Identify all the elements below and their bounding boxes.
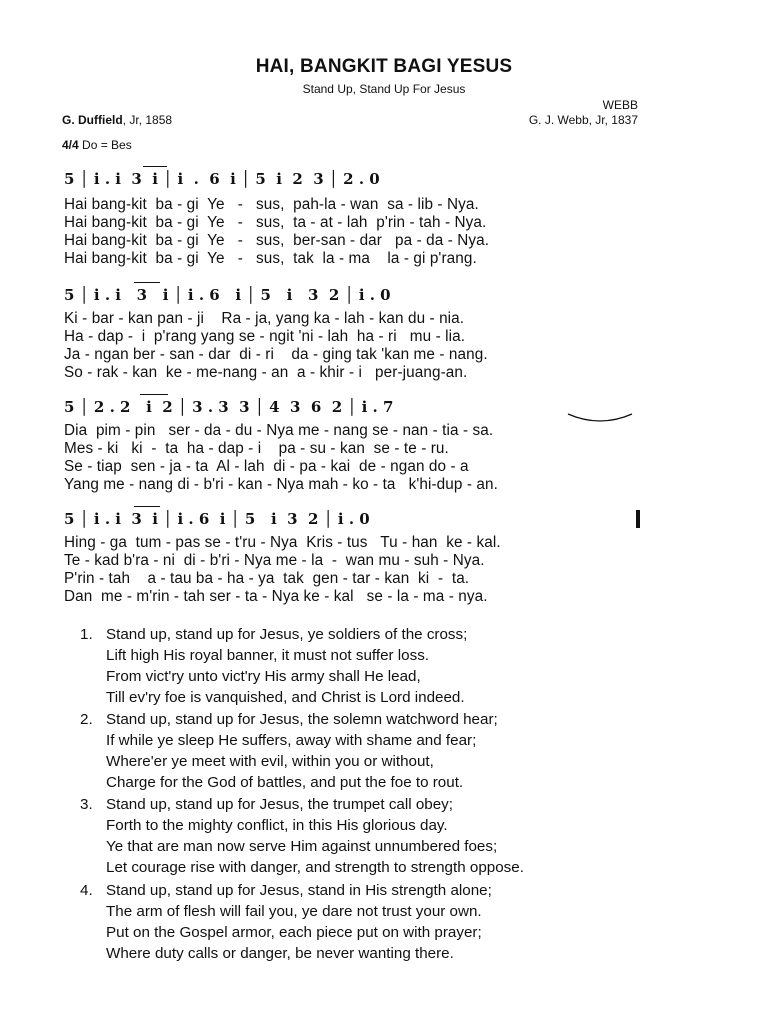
verse-line: 1. Stand up, stand up for Jesus, ye soldiers of the cross;: [80, 626, 468, 643]
tune-name: WEBB: [602, 98, 638, 112]
lyric-line: Hai bang-kit ba - gi Ye - sus, tak la - ma la - gi p'rang.: [64, 250, 477, 267]
verse-line: 3. Stand up, stand up for Jesus, the trumpet call obey;: [80, 796, 453, 813]
lyricist: [62, 113, 172, 127]
verse-line: Lift high His royal banner, it must not suffer loss.: [106, 647, 430, 664]
time-signature: 4/4: [62, 138, 79, 152]
lyric-line: Ki - bar - kan pan - ji Ra - ja, yang ka - lah - kan du - nia.: [64, 310, 465, 327]
verse-4: [80, 880, 492, 964]
lyric-line: Te - kad b'ra - ni di - b'ri - Nya me - la - wan mu - suh - Nya.: [64, 552, 485, 569]
final-barline: [636, 510, 640, 528]
lyric-line: Hing - ga tum - pas se - t'ru - Nya Kris - tus Tu - han ke - kal.: [64, 534, 501, 551]
lyric-line: Se - tiap sen - ja - ta Al - lah di - pa - kai de - ngan do - a: [64, 458, 469, 475]
verse-number: 3.: [80, 796, 93, 813]
lyric-line: Mes - ki ki - ta ha - dap - i pa - su - kan se - te - ru.: [64, 440, 449, 457]
lyric-line: Hai bang-kit ba - gi Ye - sus, ta - at - lah p'rin - tah - Nya.: [64, 214, 487, 231]
verse-line: Forth to the mighty conflict, in this His glorious day.: [106, 817, 448, 834]
verse-line: Put on the Gospel armor, each piece put on with prayer;: [106, 924, 482, 941]
hymn-title: HAI, BANGKIT BAGI YESUS: [255, 56, 513, 77]
composer: G. J. Webb, Jr, 1837: [528, 113, 638, 127]
lyric-line: Dia pim - pin ser - da - du - Nya me - nang se - nan - tia - sa.: [64, 422, 494, 439]
verse-line: Till ev'ry foe is vanquished, and Christ is Lord indeed.: [106, 689, 465, 706]
key-signature: [62, 138, 132, 152]
verse-2: [80, 709, 498, 793]
key-label: Do = Bes: [78, 138, 132, 152]
lyric-line: Hai bang-kit ba - gi Ye - sus, ber-san - dar pa - da - Nya.: [64, 232, 490, 249]
verse-line: Where duty calls or danger, be never wanting there.: [106, 945, 454, 962]
verse-line: Where'er ye meet with evil, within you or without,: [106, 753, 434, 770]
hymn-subtitle: Stand Up, Stand Up For Jesus: [302, 82, 466, 96]
beam-mark: [134, 282, 160, 283]
verse-line: Charge for the God of battles, and put the foe to rout.: [106, 774, 464, 791]
verse-line: 4. Stand up, stand up for Jesus, stand in His strength alone;: [80, 882, 492, 899]
lyric-line: So - rak - kan ke - me-nang - an a - khir - i per-juang-an.: [64, 364, 468, 381]
verse-number: 2.: [80, 711, 93, 728]
beam-mark: [134, 506, 160, 507]
slur-mark: [566, 412, 634, 426]
lyricist-name: G. Duffield: [62, 113, 123, 127]
beam-mark: [140, 394, 168, 395]
verse-line: From vict'ry unto vict'ry His army shall He lead,: [106, 668, 421, 685]
beam-mark: [143, 166, 167, 167]
verse-number: 4.: [80, 882, 93, 899]
verse-line: Ye that are man now serve Him against unnumbered foes;: [106, 838, 498, 855]
verse-line: The arm of flesh will fail you, ye dare not trust your own.: [106, 903, 482, 920]
lyricist-date: , Jr, 1858: [122, 113, 173, 127]
lyric-line: Dan me - m'rin - tah ser - ta - Nya ke - kal se - la - ma - nya.: [64, 588, 488, 605]
verse-1: [80, 624, 467, 708]
verse-line: 2. Stand up, stand up for Jesus, the solemn watchword hear;: [80, 711, 498, 728]
lyric-line: P'rin - tah a - tau ba - ha - ya tak gen - tar - kan ki - ta.: [64, 570, 470, 587]
verse-line: Let courage rise with danger, and strength to strength oppose.: [106, 859, 524, 876]
lyric-line: Hai bang-kit ba - gi Ye - sus, pah-la - wan sa - lib - Nya.: [64, 196, 479, 213]
notation-line-3: 5 │ 2 . 2 i 2 │ 3 . 3 3 │ 4 3 6 2 │ i . 7: [64, 398, 394, 416]
notation-line-4: 5 │ i . i 3 i │ i . 6 i │ 5 i 3 2 │ i . 0: [64, 510, 370, 528]
verse-number: 1.: [80, 626, 93, 643]
notation-line-2: 5 │ i . i 3 i │ i . 6 i │ 5 i 3 2 │ i . 0: [64, 286, 391, 304]
verse-3: [80, 794, 524, 878]
verse-line: If while ye sleep He suffers, away with shame and fear;: [106, 732, 477, 749]
lyric-line: Ha - dap - i p'rang yang se - ngit 'ni - lah ha - ri mu - lia.: [64, 328, 466, 345]
lyric-line: Ja - ngan ber - san - dar di - ri da - ging tak 'kan me - nang.: [64, 346, 488, 363]
notation-line-1: 5 │ i . i 3 i │ i . 6 i │ 5 i 2 3 │ 2 . 0: [64, 170, 380, 188]
lyric-line: Yang me - nang di - b'ri - kan - Nya mah - ko - ta k'hi-dup - an.: [64, 476, 498, 493]
